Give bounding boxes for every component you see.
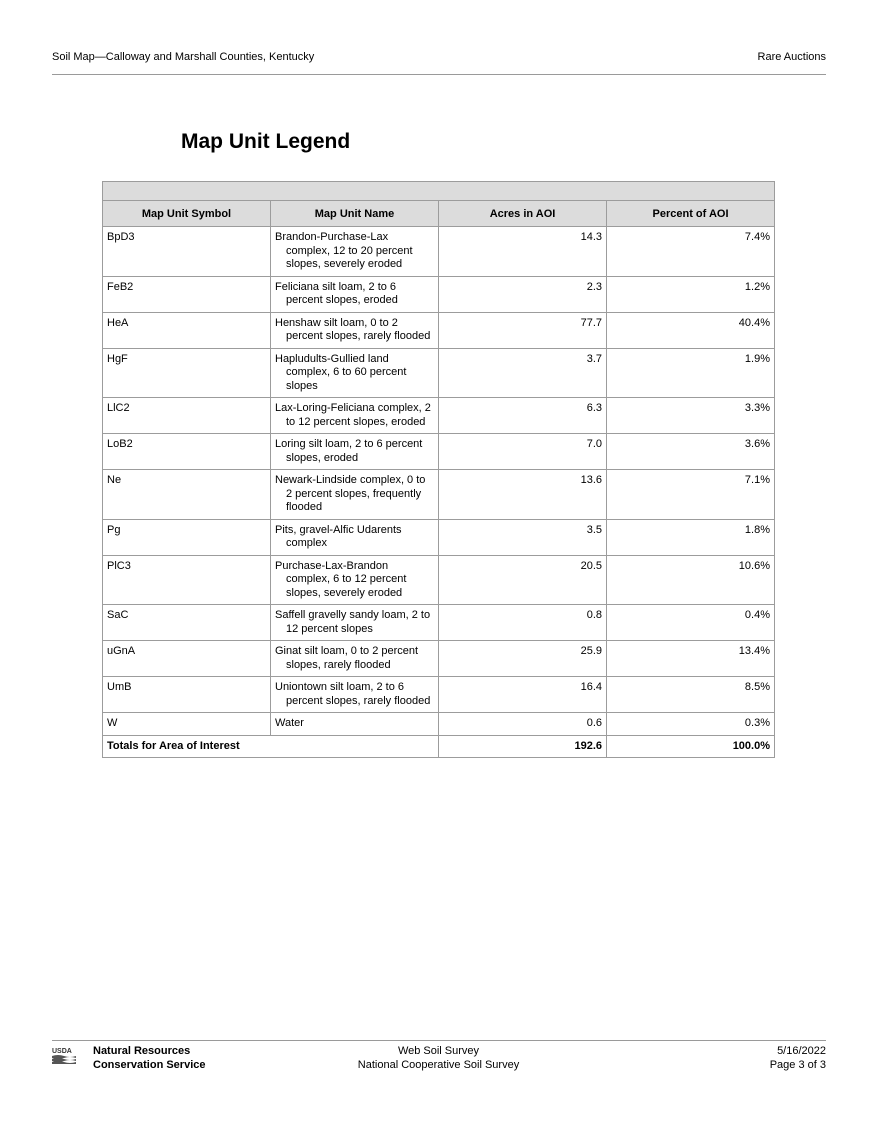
cell-acres: 6.3 bbox=[439, 398, 607, 434]
cell-symbol: HeA bbox=[103, 312, 271, 348]
cell-name bbox=[271, 348, 439, 398]
cell-percent: 7.1% bbox=[607, 470, 775, 520]
cell-percent: 1.9% bbox=[607, 348, 775, 398]
map-unit-name-text: Pits, gravel-Alfic Udarents complex bbox=[275, 523, 402, 549]
cell-name bbox=[271, 641, 439, 677]
report-date: 5/16/2022 bbox=[777, 1045, 826, 1057]
cell-percent: 1.2% bbox=[607, 276, 775, 312]
cell-acres: 0.8 bbox=[439, 605, 607, 641]
cell-acres: 0.6 bbox=[439, 713, 607, 736]
usda-logo-text: USDA bbox=[52, 1048, 72, 1055]
cell-symbol: uGnA bbox=[103, 641, 271, 677]
table-row bbox=[103, 398, 775, 434]
agency-line-2: Conservation Service bbox=[93, 1059, 206, 1071]
cell-symbol: BpD3 bbox=[103, 227, 271, 277]
map-unit-legend-table bbox=[102, 181, 775, 758]
cell-acres: 13.6 bbox=[439, 470, 607, 520]
table-header-row bbox=[103, 201, 775, 227]
cell-percent: 40.4% bbox=[607, 312, 775, 348]
footer-divider bbox=[52, 1040, 826, 1041]
cell-name bbox=[271, 555, 439, 605]
cell-symbol: SaC bbox=[103, 605, 271, 641]
cell-symbol: Pg bbox=[103, 519, 271, 555]
cell-acres: 16.4 bbox=[439, 677, 607, 713]
cell-percent: 0.4% bbox=[607, 605, 775, 641]
map-unit-name-text: Water bbox=[275, 717, 304, 729]
table-row bbox=[103, 470, 775, 520]
cell-name bbox=[271, 713, 439, 736]
column-header-percent: Percent of AOI bbox=[607, 201, 775, 227]
cell-name bbox=[271, 677, 439, 713]
cell-percent: 3.3% bbox=[607, 398, 775, 434]
column-header-acres: Acres in AOI bbox=[439, 201, 607, 227]
map-unit-name-text: Newark-Lindside complex, 0 to 2 percent slopes, frequently flooded bbox=[275, 474, 426, 513]
table-row bbox=[103, 312, 775, 348]
totals-percent: 100.0% bbox=[607, 735, 775, 758]
table-row bbox=[103, 227, 775, 277]
cell-symbol: Ne bbox=[103, 470, 271, 520]
totals-acres: 192.6 bbox=[439, 735, 607, 758]
cell-acres: 20.5 bbox=[439, 555, 607, 605]
cell-percent: 0.3% bbox=[607, 713, 775, 736]
map-unit-name-text: Feliciana silt loam, 2 to 6 percent slopes, eroded bbox=[275, 280, 398, 306]
header-divider bbox=[52, 74, 826, 75]
cell-symbol: UmB bbox=[103, 677, 271, 713]
table-row bbox=[103, 434, 775, 470]
table-top-band bbox=[103, 182, 775, 201]
cell-acres: 14.3 bbox=[439, 227, 607, 277]
map-unit-name-text: Ginat silt loam, 0 to 2 percent slopes, rarely flooded bbox=[275, 645, 419, 671]
cell-symbol: LlC2 bbox=[103, 398, 271, 434]
cell-name bbox=[271, 227, 439, 277]
survey-line-2: National Cooperative Soil Survey bbox=[357, 1059, 520, 1071]
cell-name bbox=[271, 398, 439, 434]
totals-row bbox=[103, 735, 775, 758]
cell-percent: 7.4% bbox=[607, 227, 775, 277]
cell-percent: 13.4% bbox=[607, 641, 775, 677]
cell-name bbox=[271, 470, 439, 520]
table-row bbox=[103, 677, 775, 713]
page-title: Map Unit Legend bbox=[181, 130, 351, 153]
cell-symbol: HgF bbox=[103, 348, 271, 398]
map-unit-name-text: Saffell gravelly sandy loam, 2 to 12 percent slopes bbox=[275, 609, 431, 635]
table-row bbox=[103, 605, 775, 641]
cell-acres: 25.9 bbox=[439, 641, 607, 677]
table-row bbox=[103, 276, 775, 312]
map-unit-name-text: Hapludults-Gullied land complex, 6 to 60 percent slopes bbox=[275, 352, 407, 392]
totals-label: Totals for Area of Interest bbox=[103, 735, 439, 758]
map-unit-name-text: Brandon-Purchase-Lax complex, 12 to 20 percent slopes, severely eroded bbox=[275, 231, 413, 270]
cell-percent: 3.6% bbox=[607, 434, 775, 470]
cell-symbol: LoB2 bbox=[103, 434, 271, 470]
table-row bbox=[103, 519, 775, 555]
cell-percent: 8.5% bbox=[607, 677, 775, 713]
map-unit-name-text: Uniontown silt loam, 2 to 6 percent slopes, rarely flooded bbox=[275, 681, 431, 707]
survey-name bbox=[0, 1044, 877, 1072]
cell-name bbox=[271, 605, 439, 641]
map-unit-name-text: Henshaw silt loam, 0 to 2 percent slopes, rarely flooded bbox=[275, 316, 431, 342]
cell-percent: 1.8% bbox=[607, 519, 775, 555]
page-number: Page 3 of 3 bbox=[769, 1059, 826, 1071]
cell-name bbox=[271, 519, 439, 555]
owner-name: Rare Auctions bbox=[757, 51, 826, 63]
table-row bbox=[103, 713, 775, 736]
cell-name bbox=[271, 434, 439, 470]
map-unit-name-text: Loring silt loam, 2 to 6 percent slopes, eroded bbox=[275, 438, 423, 464]
cell-symbol: PlC3 bbox=[103, 555, 271, 605]
document-title: Soil Map—Calloway and Marshall Counties, Kentucky bbox=[52, 51, 315, 63]
table-row bbox=[103, 641, 775, 677]
agency-line-1: Natural Resources bbox=[93, 1045, 191, 1057]
cell-acres: 7.0 bbox=[439, 434, 607, 470]
column-header-name: Map Unit Name bbox=[271, 201, 439, 227]
cell-name bbox=[271, 276, 439, 312]
table-row bbox=[103, 555, 775, 605]
cell-acres: 77.7 bbox=[439, 312, 607, 348]
map-unit-name-text: Purchase-Lax-Brandon complex, 6 to 12 percent slopes, severely eroded bbox=[275, 559, 407, 599]
map-unit-name-text: Lax-Loring-Feliciana complex, 2 to 12 percent slopes, eroded bbox=[275, 402, 431, 428]
survey-line-1: Web Soil Survey bbox=[397, 1045, 480, 1057]
cell-acres: 2.3 bbox=[439, 276, 607, 312]
cell-symbol: W bbox=[103, 713, 271, 736]
cell-percent: 10.6% bbox=[607, 555, 775, 605]
cell-symbol: FeB2 bbox=[103, 276, 271, 312]
cell-acres: 3.7 bbox=[439, 348, 607, 398]
cell-name bbox=[271, 312, 439, 348]
page-info bbox=[770, 1044, 826, 1072]
table-row bbox=[103, 348, 775, 398]
column-header-symbol: Map Unit Symbol bbox=[103, 201, 271, 227]
cell-acres: 3.5 bbox=[439, 519, 607, 555]
